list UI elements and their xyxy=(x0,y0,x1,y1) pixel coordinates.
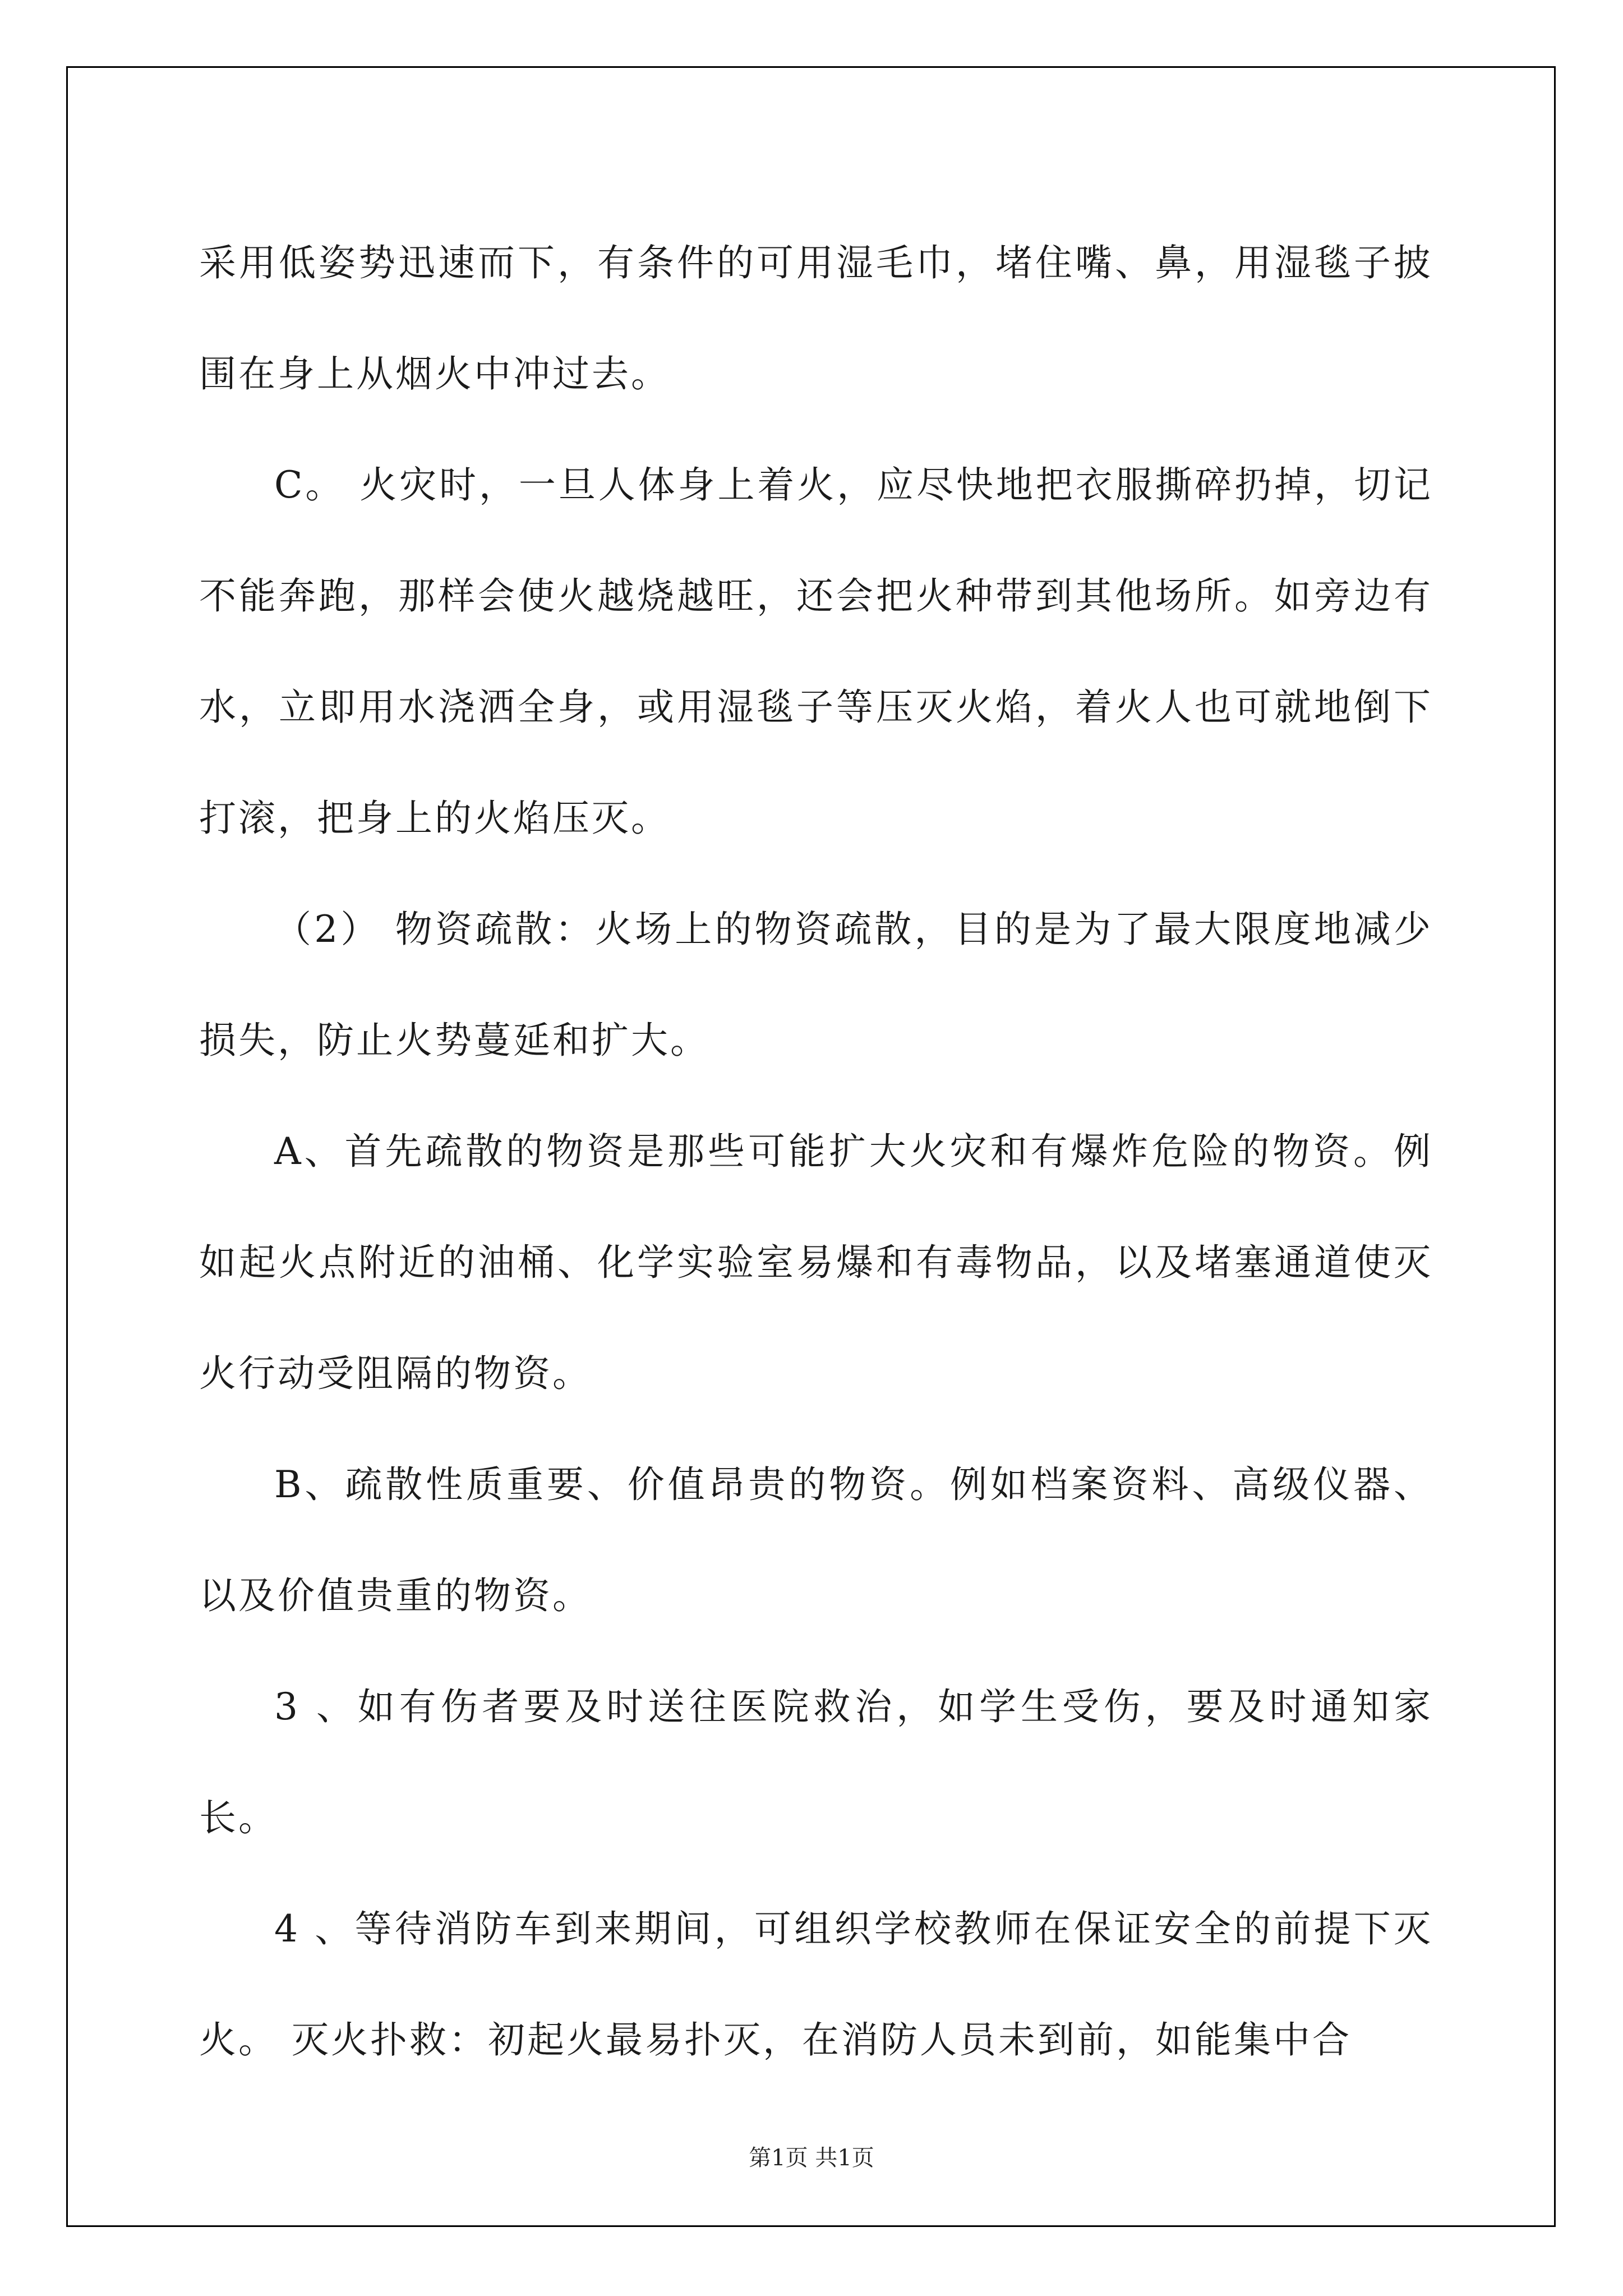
paragraph-6: 3 、如有伤者要及时送往医院救治，如学生受伤，要及时通知家长。 xyxy=(199,1685,1433,1839)
paragraph-3: （2） 物资疏散：火场上的物资疏散，目的是为了最大限度地减少损失，防止火势蔓延和扩大。 xyxy=(199,908,1433,1062)
document-body xyxy=(199,208,1433,2096)
paragraph-1: 采用低姿势迅速而下，有条件的可用湿毛巾，堵住嘴、鼻，用湿毯子披围在身上从烟火中冲过去。 xyxy=(199,241,1433,395)
paragraph-2: C。 火灾时，一旦人体身上着火，应尽快地把衣服撕碎扔掉，切记不能奔跑，那样会使火越烧越旺，还会把火种带到其他场所。如旁边有水，立即用水浇洒全身，或用湿毯子等压灭火焰，着火人也可就地倒下打滚，把身上的火焰压灭。 xyxy=(199,463,1433,840)
paragraph-7: 4 、等待消防车到来期间，可组织学校教师在保证安全的前提下灭火。 灭火扑救：初起火最易扑灭，在消防人员未到前，如能集中合 xyxy=(199,1907,1433,2062)
page-number-footer: 第1页 共1页 xyxy=(749,2145,874,2171)
paragraph-5: B、疏散性质重要、价值昂贵的物资。例如档案资料、高级仪器、以及价值贵重的物资。 xyxy=(199,1463,1433,1617)
paragraph-4: A、首先疏散的物资是那些可能扩大火灾和有爆炸危险的物资。例如起火点附近的油桶、化学实验室易爆和有毒物品，以及堵塞通道使灭火行动受阻隔的物资。 xyxy=(199,1130,1433,1395)
